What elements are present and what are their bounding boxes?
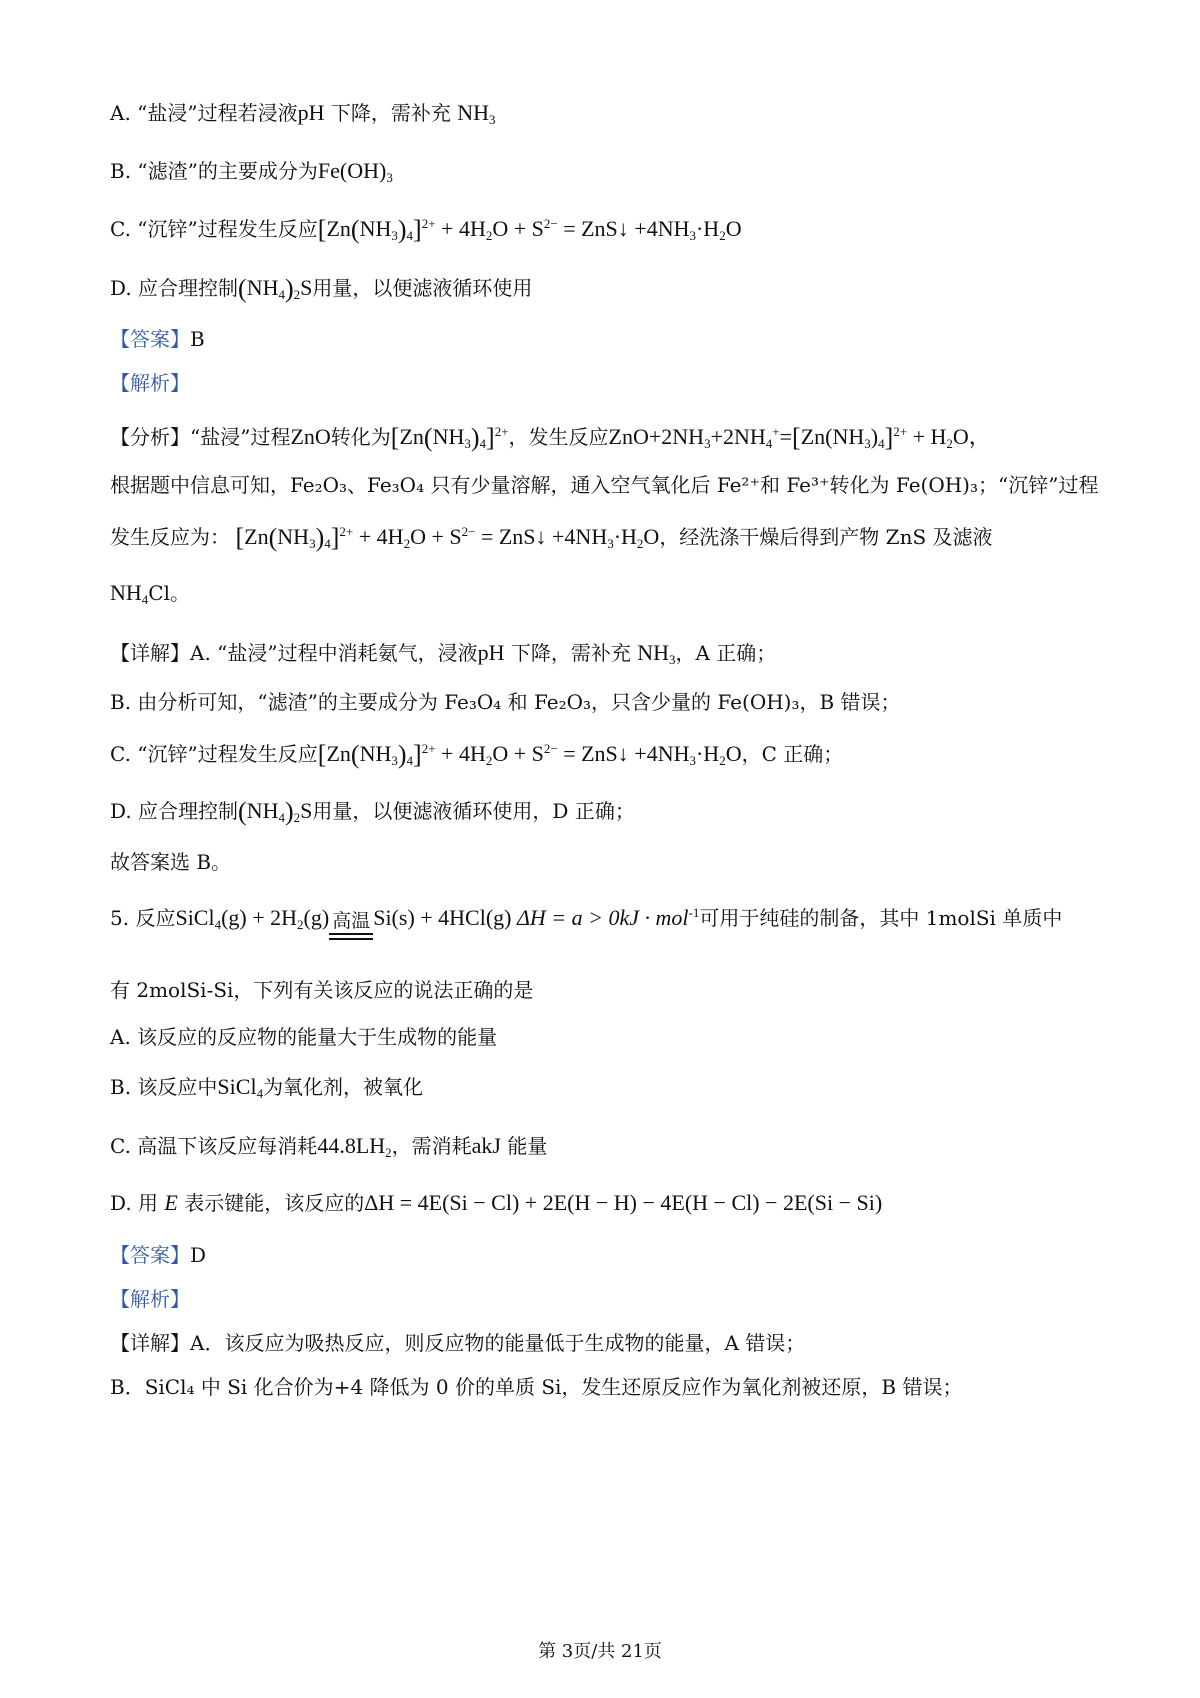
nh3-formula: $NH_3$ — [457, 100, 496, 127]
answer-value: D — [190, 1243, 207, 1267]
fenxi-text: ，经洗涤干燥后得到产物 ZnS 及滤液 — [659, 525, 993, 549]
zinc-precip-equation: $[Zn(NH_3)_4]^{2+} + 4H_2O + S^{2-}$ = ZnS↓ $+4NH_3\cdot H_2O$ — [235, 523, 660, 552]
option-text: 表示键能，该反应的 — [184, 1191, 365, 1215]
q4-option-b — [110, 158, 393, 184]
zno-formula: ZnO — [290, 424, 331, 449]
complex-ion: $[Zn(NH_3)_4]^{2+}$ — [390, 423, 509, 452]
fenxi-text: “盐浸”过程 — [190, 425, 291, 449]
q5-option-d — [110, 1190, 882, 1216]
q5-analysis-label: 【解析】 — [110, 1287, 190, 1311]
option-text: C. 高温下该反应每消耗 — [110, 1134, 318, 1158]
option-text: 能量 — [507, 1134, 548, 1158]
fenxi-text: 转化为 — [330, 425, 391, 449]
ph-symbol: pH — [477, 640, 505, 665]
q5-option-c — [110, 1133, 547, 1159]
q5-stem-line1 — [110, 905, 1062, 940]
fenxi-label: 【分析】 — [110, 425, 190, 449]
option-b-text: B. “滤渣”的主要成分为 — [110, 159, 318, 183]
detail-label: 【详解】 — [110, 1331, 190, 1355]
q4-analysis-label: 【解析】 — [110, 371, 190, 395]
q5-option-b — [110, 1074, 423, 1100]
delta-h-expression: ΔH = a > 0kJ · mol — [517, 905, 689, 930]
option-d-rest: 用量，以便滤液循环使用 — [312, 276, 533, 300]
option-a-text: A. “盐浸”过程若浸液 — [110, 101, 298, 125]
detail-label: 【详解】 — [110, 641, 190, 665]
q5-stem-line2: 有 2molSi-Si，下列有关该反应的说法正确的是 — [110, 978, 534, 1002]
nh4-2s-formula: $(NH_4)_2S$ — [238, 797, 313, 826]
detail-text: C. “沉锌”过程发生反应 — [110, 742, 318, 766]
fenxi-text: ，发生反应 — [508, 425, 609, 449]
q4-option-a — [110, 100, 496, 126]
detail-text: 下降，需补充 — [510, 641, 631, 665]
option-text: 为氧化剂，被氧化 — [263, 1075, 424, 1099]
option-a-mid: 下降，需补充 — [330, 101, 451, 125]
fenxi-equation: $ZnO+2NH_3+2NH_4^+=[Zn(NH_3)_4]^{2+} + H_2O$， — [608, 423, 991, 452]
h2-volume: $44.8LH_2$ — [317, 1133, 392, 1160]
q5-option-a: A. 该反应的反应物的能量大于生成物的能量 — [110, 1025, 498, 1049]
q4-conclusion: 故答案选 B。 — [110, 850, 232, 874]
q5-stem-text: 可用于纯硅的制备，其中 1molSi 单质中 — [699, 906, 1063, 930]
ph-symbol: pH — [297, 100, 325, 125]
bond-energy-equation: ΔH = 4E(Si − Cl) + 2E(H − H) − 4E(H − Cl) − 2E(Si − Si) — [364, 1190, 883, 1215]
answer-value: B — [190, 327, 205, 351]
q4-option-d — [110, 273, 532, 304]
q4-detail-c — [110, 739, 843, 770]
detail-text: A．该反应为吸热反应，则反应物的能量低于生成物的能量，A 错误； — [190, 1331, 806, 1355]
option-text: B. 该反应中 — [110, 1075, 218, 1099]
nh3-formula: $NH_3$ — [637, 640, 676, 667]
option-c-text: C. “沉锌”过程发生反应 — [110, 217, 318, 241]
q4-option-c — [110, 214, 742, 245]
q4-fenxi-line2: 根据题中信息可知，Fe₂O₃、Fe₃O₄ 只有少量溶解，通入空气氧化后 Fe²⁺和 Fe³⁺转化为 Fe(OH)₃；“沉锌”过程 — [110, 473, 1099, 497]
option-text: ，需消耗 — [391, 1134, 472, 1158]
sicl4-formula: SiCl$_4$ — [217, 1074, 264, 1101]
detail-text: A. “盐浸”过程中消耗氨气，浸液 — [190, 641, 478, 665]
q5-detail-a — [110, 1331, 805, 1355]
option-text: D. 用 — [110, 1191, 159, 1215]
q5-reaction: SiCl$_4$(g) + $2H_2(g)$ 高温 Si(s) + 4HCl(g) ΔH = a > 0kJ · mol$^{-1}$ — [175, 905, 699, 930]
option-d-text: D. 应合理控制 — [110, 276, 239, 300]
q5-answer — [110, 1243, 206, 1267]
detail-text: D. 应合理控制 — [110, 799, 239, 823]
energy-value: akJ — [471, 1133, 501, 1158]
q4-fenxi-line1 — [110, 422, 991, 453]
q4-detail-b: B. 由分析可知，“滤渣”的主要成分为 Fe₃O₄ 和 Fe₂O₃，只含少量的 Fe(OH)₃，B 错误； — [110, 690, 901, 714]
page-footer: 第 3页/共 21页 — [538, 1641, 662, 1662]
nh4cl-formula: $NH_4$ — [110, 580, 149, 607]
q5-detail-b: B．SiCl₄ 中 Si 化合价为+4 降低为 0 价的单质 Si，发生还原反应作为氧化剂被还原，B 错误； — [110, 1375, 963, 1399]
detail-text: ，C 正确； — [741, 742, 844, 766]
reaction-equation: $[Zn(NH_3)_4]^{2+} + 4H_2O + S^{2-}$ = ZnS↓ $+4NH_3\cdot H_2O$ — [317, 740, 742, 769]
fenxi-text: Cl。 — [148, 581, 190, 605]
detail-text: ，A 正确； — [675, 641, 777, 665]
q4-fenxi-line3 — [110, 522, 993, 553]
fenxi-text: 发生反应为： — [110, 525, 230, 549]
answer-label: 【答案】 — [110, 1243, 190, 1267]
high-temp-condition: 高温 — [329, 912, 373, 940]
feoh3-formula: $Fe(OH)_3$ — [317, 158, 393, 185]
reaction-equation: $[Zn(NH_3)_4]^{2+} + 4H_2O + S^{2-}$ = ZnS↓ $+4NH_3\cdot H_2O$ — [317, 215, 742, 244]
q4-answer — [110, 327, 205, 351]
nh4-2s-formula: $(NH_4)_2S$ — [238, 274, 313, 303]
bond-energy-symbol: E — [164, 1190, 178, 1215]
detail-text: 用量，以便滤液循环使用，D 正确； — [312, 799, 635, 823]
q4-fenxi-line4 — [110, 580, 190, 606]
answer-label: 【答案】 — [110, 327, 190, 351]
q5-number: 5. 反应 — [110, 906, 176, 930]
q4-detail-a — [110, 640, 776, 666]
q4-detail-d — [110, 796, 635, 827]
